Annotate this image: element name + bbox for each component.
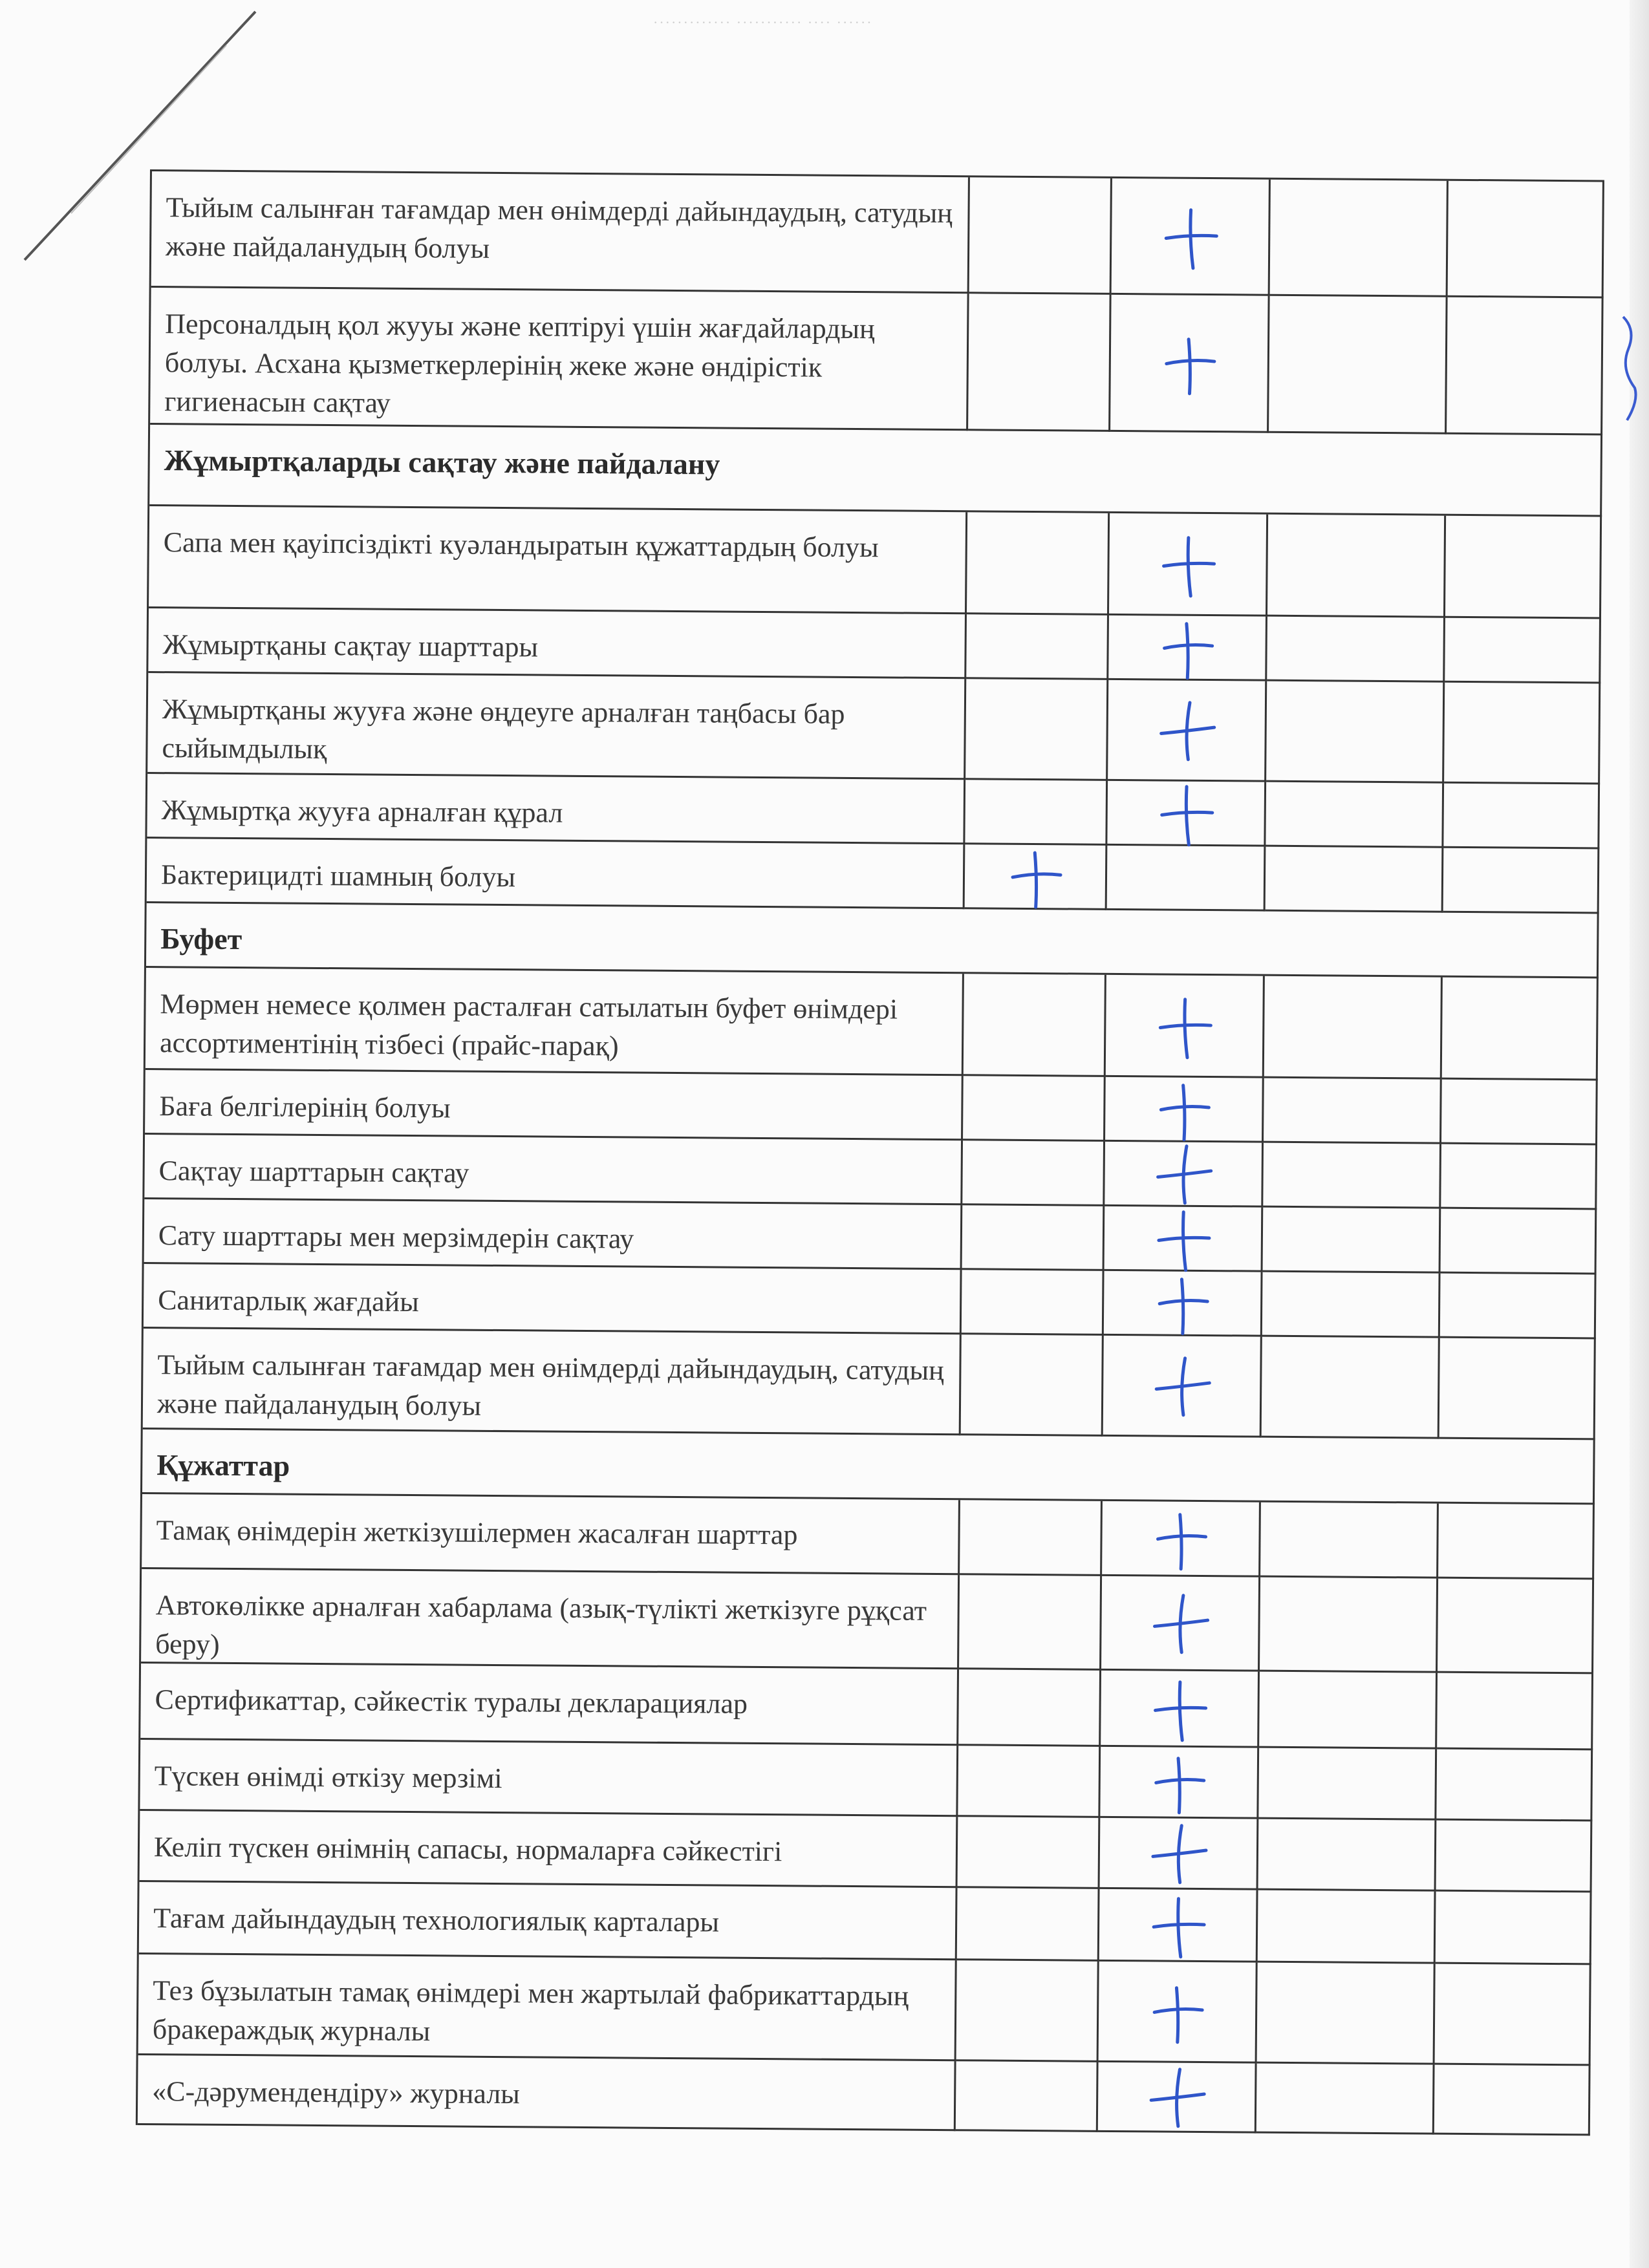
checklist-row: [149, 506, 1602, 619]
mark-cell-col-1[interactable]: [956, 1960, 1099, 2062]
margin-scribble: [1617, 310, 1643, 427]
checklist-row: [151, 171, 1604, 298]
mark-cell-col-4[interactable]: [1441, 1144, 1597, 1210]
mark-cell-col-4[interactable]: [1448, 181, 1604, 299]
mark-cell-col-3[interactable]: [1266, 847, 1444, 913]
mark-cell-col-2[interactable]: [1102, 1501, 1261, 1578]
section-header-row: [142, 1429, 1595, 1504]
requirement-text: Тыйым салынған тағамдар мен өнімдерді дайындаудың, сатудың және пайдаланудың болуы: [143, 1329, 962, 1435]
checklist-row: [140, 1811, 1593, 1892]
mark-cell-col-2[interactable]: [1100, 1818, 1259, 1890]
requirement-text: Мөрмен немесе қолмен расталған сатылатын буфет өнімдері ассортиментінің тізбесі (прайс-парақ): [146, 968, 964, 1076]
requirement-text: Персоналдың қол жууы және кептіруі үшін жағдайлардың болуы. Асхана қызметкерлерінің жеке және өндірістік гигиенасын сақтау: [150, 288, 969, 431]
mark-cell-col-3[interactable]: [1262, 1272, 1441, 1338]
checklist-row: [139, 1882, 1592, 1965]
requirement-text: Тез бұзылатын тамақ өнімдері мен жартылай фабрикаттардың бракераждық журналы: [138, 1954, 957, 2061]
mark-cell-col-3[interactable]: [1266, 681, 1445, 784]
mark-cell-col-3[interactable]: [1262, 1337, 1440, 1439]
mark-cell-col-1[interactable]: [960, 1500, 1103, 1576]
requirement-text: Тағам дайындаудың технологиялық карталары: [139, 1882, 958, 1960]
mark-cell-col-3[interactable]: [1264, 1078, 1442, 1144]
requirement-text: Баға белгілерінің болуы: [145, 1070, 964, 1140]
mark-cell-col-4[interactable]: [1436, 1821, 1593, 1893]
mark-cell-col-2[interactable]: [1108, 615, 1267, 681]
handwritten-plus-mark-icon: [1150, 777, 1222, 849]
handwritten-plus-mark-icon: [1141, 2061, 1212, 2133]
requirement-text: Жұмыртқаны сақтау шарттары: [148, 608, 967, 679]
mark-cell-col-1[interactable]: [963, 1076, 1106, 1142]
mark-cell-col-1[interactable]: [959, 1575, 1102, 1671]
requirement-text: Автокөлікке арналған хабарлама (азық-түлікті жеткізуге рұқсат беру): [141, 1569, 960, 1669]
section-header-row: [146, 903, 1599, 978]
handwritten-plus-mark-icon: [1152, 528, 1223, 600]
section-header-row: [149, 425, 1602, 517]
mark-cell-col-2[interactable]: [1100, 1747, 1259, 1819]
mark-cell-col-1[interactable]: [958, 1669, 1101, 1747]
requirement-text: Тыйым салынған тағамдар мен өнімдерді дайындаудың, сатудың және пайдаланудың болуы: [151, 171, 970, 294]
checklist-row: [140, 1664, 1593, 1750]
mark-cell-col-3[interactable]: [1260, 1578, 1438, 1673]
mark-cell-col-1[interactable]: [965, 780, 1108, 846]
mark-cell-col-4[interactable]: [1436, 1892, 1592, 1965]
mark-cell-col-4[interactable]: [1447, 297, 1604, 436]
mark-cell-col-2[interactable]: [1105, 1206, 1264, 1272]
mark-cell-col-2[interactable]: [1107, 846, 1266, 912]
mark-cell-col-1[interactable]: [958, 1817, 1101, 1889]
mark-cell-col-1[interactable]: [958, 1746, 1101, 1818]
mark-cell-col-2[interactable]: [1105, 1077, 1264, 1143]
mark-cell-col-2[interactable]: [1101, 1671, 1260, 1748]
mark-cell-col-2[interactable]: [1109, 513, 1268, 617]
handwritten-plus-mark-icon: [1146, 1350, 1218, 1422]
handwritten-plus-mark-icon: [1143, 1746, 1214, 1818]
checklist-row: [138, 1954, 1591, 2066]
mark-cell-col-2[interactable]: [1105, 1142, 1264, 1208]
handwritten-plus-mark-icon: [1150, 694, 1222, 766]
mark-cell-col-4[interactable]: [1438, 1579, 1594, 1674]
handwritten-plus-mark-icon: [1147, 1267, 1218, 1339]
handwritten-plus-mark-icon: [1151, 612, 1223, 683]
mark-cell-col-1[interactable]: [962, 1270, 1105, 1336]
mark-cell-col-3[interactable]: [1269, 296, 1448, 434]
handwritten-plus-mark-icon: [1143, 1817, 1214, 1889]
mark-cell-col-2[interactable]: [1107, 781, 1266, 847]
requirement-text: Жұмыртқаны жууға және өңдеуге арналған таңбасы бар сыйымдылық: [147, 673, 966, 780]
checklist-row: [141, 1569, 1594, 1674]
handwritten-plus-mark-icon: [1153, 327, 1225, 399]
section-title: Құжаттар: [142, 1429, 1595, 1504]
mark-cell-col-2[interactable]: [1108, 680, 1267, 782]
mark-cell-col-1[interactable]: [968, 294, 1112, 432]
inspection-checklist-table: [136, 169, 1604, 2135]
checklist-row: [144, 1264, 1597, 1339]
mark-cell-col-3[interactable]: [1258, 1819, 1437, 1892]
mark-cell-col-4[interactable]: [1440, 1274, 1597, 1340]
mark-cell-col-2[interactable]: [1104, 1271, 1263, 1337]
mark-cell-col-2[interactable]: [1106, 975, 1265, 1078]
handwritten-plus-mark-icon: [1141, 1976, 1213, 2048]
mark-cell-col-4[interactable]: [1441, 1209, 1597, 1275]
mark-cell-col-1[interactable]: [967, 512, 1110, 615]
mark-cell-col-4[interactable]: [1444, 683, 1600, 785]
requirement-text: Тамақ өнімдерін жеткізушілермен жасалған шарттар: [142, 1494, 960, 1575]
mark-cell-col-4[interactable]: [1437, 1673, 1593, 1751]
mark-cell-col-1[interactable]: [957, 1888, 1100, 1962]
mark-cell-col-1[interactable]: [962, 1140, 1105, 1206]
mark-cell-col-3[interactable]: [1267, 617, 1445, 683]
requirement-text: «С-дәрумендендіру» журналы: [138, 2055, 956, 2131]
checklist-row: [143, 1329, 1596, 1440]
requirement-text: Сапа мен қауіпсіздікті куәландыратын құжаттардың болуы: [149, 506, 967, 614]
requirement-text: Сертификаттар, сәйкестік туралы декларациялар: [140, 1664, 959, 1746]
handwritten-plus-mark-icon: [1144, 1587, 1216, 1659]
mark-cell-col-1[interactable]: [966, 614, 1109, 680]
mark-cell-col-4[interactable]: [1442, 978, 1599, 1081]
mark-cell-col-2[interactable]: [1112, 178, 1271, 296]
checklist-row: [145, 1070, 1598, 1145]
checklist-row: [142, 1494, 1595, 1579]
mark-cell-col-3[interactable]: [1267, 515, 1446, 618]
handwritten-plus-mark-icon: [1142, 1889, 1214, 1961]
requirement-text: Келіп түскен өнімнің сапасы, нормаларға сәйкестігі: [140, 1811, 958, 1888]
checklist-row: [146, 968, 1599, 1080]
handwritten-plus-mark-icon: [1148, 990, 1220, 1062]
requirement-text: Жұмыртқа жууға арналған құрал: [147, 774, 965, 844]
mark-cell-col-3[interactable]: [1258, 1748, 1437, 1821]
mark-cell-col-1[interactable]: [956, 2061, 1099, 2132]
mark-cell-col-3[interactable]: [1264, 976, 1443, 1080]
handwritten-plus-mark-icon: [1145, 1503, 1216, 1574]
mark-cell-col-4[interactable]: [1434, 2065, 1591, 2136]
faint-bleedthrough-text: ············· ··········· ···· ······: [653, 14, 873, 27]
mark-cell-col-1[interactable]: [969, 177, 1112, 295]
mark-cell-col-2[interactable]: [1099, 1962, 1258, 2064]
mark-cell-col-1[interactable]: [961, 1334, 1104, 1437]
mark-cell-col-4[interactable]: [1436, 1749, 1593, 1822]
checklist-row: [144, 1135, 1597, 1210]
checklist-row: [150, 288, 1603, 435]
mark-cell-col-4[interactable]: [1435, 1964, 1591, 2066]
mark-cell-col-3[interactable]: [1266, 782, 1444, 848]
mark-cell-col-4[interactable]: [1439, 1338, 1596, 1440]
mark-cell-col-4[interactable]: [1445, 516, 1602, 619]
requirement-text: Түскен өнімді өткізу мерзімі: [140, 1740, 958, 1817]
mark-cell-col-1[interactable]: [964, 974, 1106, 1077]
mark-cell-col-3[interactable]: [1259, 1672, 1438, 1749]
checklist-row: [140, 1740, 1593, 1821]
mark-cell-col-1[interactable]: [962, 1205, 1105, 1271]
checklist-row: [147, 673, 1600, 784]
mark-cell-col-3[interactable]: [1257, 1963, 1436, 2065]
checklist-row: [147, 774, 1600, 849]
checklist-row: [144, 1199, 1597, 1274]
mark-cell-col-4[interactable]: [1443, 848, 1600, 914]
mark-cell-col-3[interactable]: [1258, 1890, 1436, 1964]
mark-cell-col-3[interactable]: [1263, 1208, 1441, 1274]
checklist-row: [138, 2055, 1591, 2135]
mark-cell-col-2[interactable]: [1098, 2062, 1257, 2134]
mark-cell-col-3[interactable]: [1256, 2064, 1435, 2135]
handwritten-plus-mark-icon: [1147, 1203, 1219, 1274]
mark-cell-col-4[interactable]: [1438, 1504, 1595, 1580]
mark-cell-col-4[interactable]: [1445, 618, 1601, 684]
requirement-text: Санитарлық жағдайы: [144, 1264, 962, 1334]
handwritten-plus-mark-icon: [1147, 1138, 1219, 1210]
mark-cell-col-4[interactable]: [1443, 784, 1600, 850]
mark-cell-col-2[interactable]: [1101, 1576, 1260, 1672]
mark-cell-col-1[interactable]: [965, 679, 1108, 781]
mark-cell-col-2[interactable]: [1099, 1889, 1258, 1963]
mark-cell-col-1[interactable]: [965, 844, 1108, 910]
mark-cell-col-3[interactable]: [1260, 1503, 1439, 1579]
section-title: Буфет: [146, 903, 1599, 978]
mark-cell-col-3[interactable]: [1270, 180, 1449, 297]
section-title: Жұмыртқаларды сақтау және пайдалану: [149, 425, 1602, 517]
handwritten-plus-mark-icon: [1143, 1673, 1215, 1744]
mark-cell-col-3[interactable]: [1263, 1143, 1441, 1209]
requirement-text: Сату шарттары мен мерзімдерін сақтау: [144, 1199, 963, 1270]
mark-cell-col-2[interactable]: [1103, 1336, 1262, 1438]
handwritten-plus-mark-icon: [1148, 1073, 1220, 1145]
requirement-text: Сақтау шарттарын сақтау: [144, 1135, 963, 1205]
handwritten-plus-mark-icon: [1154, 200, 1226, 272]
handwritten-plus-mark-icon: [999, 840, 1071, 912]
checklist-row: [148, 608, 1601, 683]
mark-cell-col-4[interactable]: [1441, 1080, 1598, 1146]
mark-cell-col-2[interactable]: [1110, 295, 1270, 433]
requirement-text: Бактерицидті шамның болуы: [147, 839, 965, 909]
checklist-row: [147, 839, 1600, 914]
